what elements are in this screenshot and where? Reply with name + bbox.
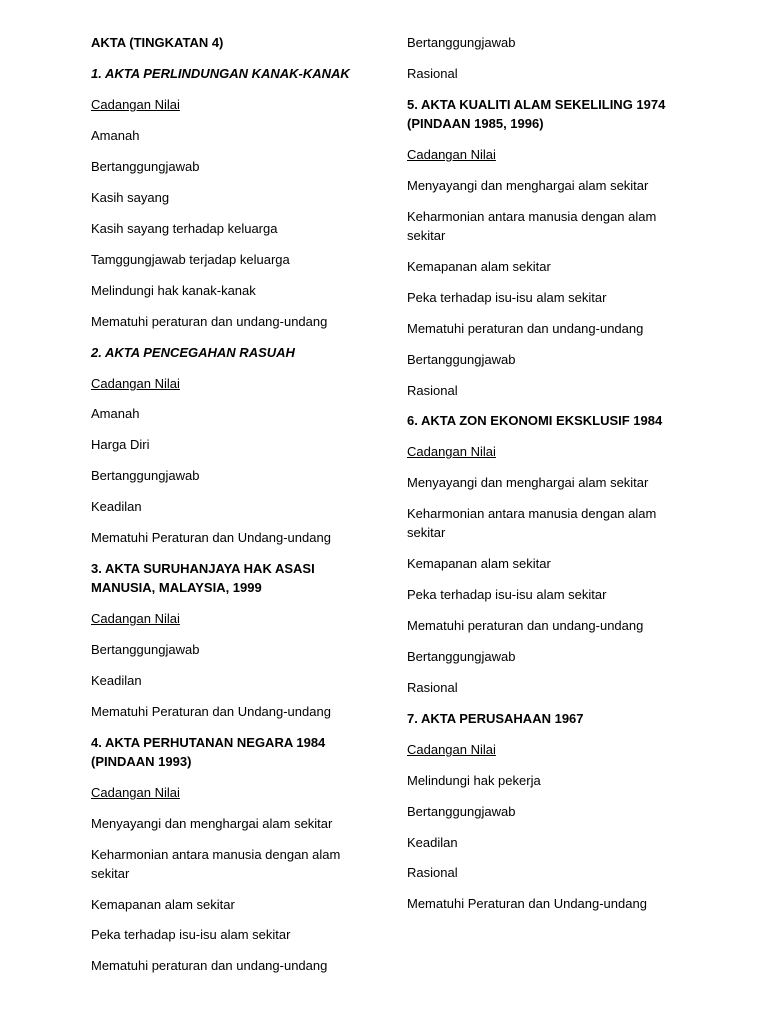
right-list-item: Rasional <box>407 383 458 398</box>
right-list-item: Rasional <box>407 680 458 695</box>
left-list-item: Keadilan <box>91 673 142 688</box>
right-list-item: Rasional <box>407 66 458 81</box>
right-list-item: Keharmonian antara manusia dengan alam <box>407 209 657 224</box>
right-list-item: Melindungi hak pekerja <box>407 773 541 788</box>
right-subheading: Cadangan Nilai <box>407 742 496 757</box>
left-section-heading: (PINDAAN 1993) <box>91 754 192 769</box>
left-section-heading: 1. AKTA PERLINDUNGAN KANAK-KANAK <box>91 66 350 81</box>
right-list-item: Kemapanan alam sekitar <box>407 259 551 274</box>
left-subheading: Cadangan Nilai <box>91 611 180 626</box>
left-list-item: Bertanggungjawab <box>91 642 200 657</box>
right-list-item: Mematuhi Peraturan dan Undang-undang <box>407 896 647 911</box>
left-list-item: Mematuhi peraturan dan undang-undang <box>91 958 328 973</box>
left-list-item: Kasih sayang <box>91 190 170 205</box>
right-list-item: Bertanggungjawab <box>407 352 516 367</box>
right-list-item: Peka terhadap isu-isu alam sekitar <box>407 290 607 305</box>
right-list-item: Kemapanan alam sekitar <box>407 556 551 571</box>
left-list-item: Tamggungjawab terjadap keluarga <box>91 252 290 267</box>
right-section-heading: 7. AKTA PERUSAHAAN 1967 <box>407 711 584 726</box>
left-subheading: Cadangan Nilai <box>91 785 180 800</box>
right-list-item: Rasional <box>407 865 458 880</box>
left-list-item: Harga Diri <box>91 437 150 452</box>
left-section-heading: MANUSIA, MALAYSIA, 1999 <box>91 580 262 595</box>
right-list-item: Keadilan <box>407 835 458 850</box>
right-list-item: Bertanggungjawab <box>407 804 516 819</box>
right-list-item: Menyayangi dan menghargai alam sekitar <box>407 178 649 193</box>
left-section-heading: 4. AKTA PERHUTANAN NEGARA 1984 <box>91 735 326 750</box>
right-section-heading: 6. AKTA ZON EKONOMI EKSKLUSIF 1984 <box>407 413 663 428</box>
left-list-item: Amanah <box>91 128 140 143</box>
right-subheading: Cadangan Nilai <box>407 444 496 459</box>
right-list-item: Bertanggungjawab <box>407 35 516 50</box>
right-section-heading: 5. AKTA KUALITI ALAM SEKELILING 1974 <box>407 97 666 112</box>
left-list-item: Mematuhi Peraturan dan Undang-undang <box>91 704 331 719</box>
left-list-item: Melindungi hak kanak-kanak <box>91 283 256 298</box>
left-list-item: Keadilan <box>91 499 142 514</box>
left-subheading: Cadangan Nilai <box>91 97 180 112</box>
right-list-item: Mematuhi peraturan dan undang-undang <box>407 321 644 336</box>
left-list-item: sekitar <box>91 866 130 881</box>
document-title: AKTA (TINGKATAN 4) <box>91 35 224 50</box>
right-list-item: sekitar <box>407 525 446 540</box>
left-list-item: Kemapanan alam sekitar <box>91 897 235 912</box>
right-list-item: sekitar <box>407 228 446 243</box>
left-section-heading: 3. AKTA SURUHANJAYA HAK ASASI <box>91 561 315 576</box>
left-list-item: Bertanggungjawab <box>91 159 200 174</box>
left-section-heading: 2. AKTA PENCEGAHAN RASUAH <box>91 345 295 360</box>
left-list-item: Mematuhi peraturan dan undang-undang <box>91 314 328 329</box>
left-list-item: Menyayangi dan menghargai alam sekitar <box>91 816 333 831</box>
left-list-item: Mematuhi Peraturan dan Undang-undang <box>91 530 331 545</box>
left-subheading: Cadangan Nilai <box>91 376 180 391</box>
right-list-item: Mematuhi peraturan dan undang-undang <box>407 618 644 633</box>
left-list-item: Bertanggungjawab <box>91 468 200 483</box>
right-list-item: Bertanggungjawab <box>407 649 516 664</box>
left-list-item: Keharmonian antara manusia dengan alam <box>91 847 341 862</box>
right-list-item: Peka terhadap isu-isu alam sekitar <box>407 587 607 602</box>
right-list-item: Menyayangi dan menghargai alam sekitar <box>407 475 649 490</box>
left-list-item: Kasih sayang terhadap keluarga <box>91 221 278 236</box>
right-subheading: Cadangan Nilai <box>407 147 496 162</box>
right-list-item: Keharmonian antara manusia dengan alam <box>407 506 657 521</box>
right-section-heading: (PINDAAN 1985, 1996) <box>407 116 544 131</box>
left-list-item: Peka terhadap isu-isu alam sekitar <box>91 927 291 942</box>
left-list-item: Amanah <box>91 406 140 421</box>
